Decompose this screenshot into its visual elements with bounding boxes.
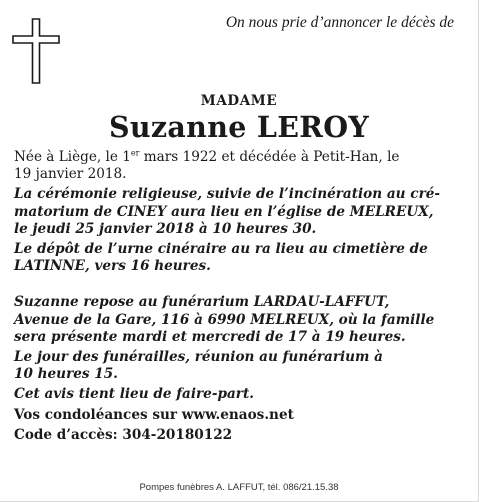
birth-line-2: 19 janvier 2018. [14, 166, 127, 183]
notice-body [14, 149, 464, 444]
birth-line: Née à Liège, le 1er mars 1922 et décédée à Petit-Han, le [14, 148, 400, 165]
meeting-paragraph [14, 349, 464, 383]
faire-part-line: Cet avis tient lieu de faire-part. [14, 386, 254, 403]
funeral-home-footer: Pompes funèbres A. LAFFUT, tél. 086/21.15.38 [139, 482, 339, 493]
urn-line: Le dépôt de l’urne cinéraire au ra lieu au cimetière de [14, 241, 428, 258]
urn-line: LATINNE, vers 16 heures. [14, 258, 211, 275]
honorific: MADAME [200, 93, 278, 109]
funerarium-line: Avenue de la Gare, 116 à 6990 MELREUX, où la famille [14, 311, 435, 328]
ceremony-line: le jeudi 25 janvier 2018 à 10 heures 30. [14, 220, 317, 237]
ceremony-line: La cérémonie religieuse, suivie de l’incinération au cré- [14, 186, 441, 203]
access-code-line: Code d’accès: 304-20180122 [14, 426, 233, 443]
ceremony-paragraph [14, 186, 464, 238]
meeting-line: Le jour des funérailles, réunion au funérarium à [14, 349, 383, 366]
meeting-line: 10 heures 15. [14, 366, 118, 383]
ceremony-line: matorium de CINEY aura lieu en l’église de MELREUX, [14, 203, 434, 220]
deceased-name: Suzanne LEROY [109, 110, 369, 144]
funerarium-line: Suzanne repose au funérarium LARDAU-LAFFUT, [14, 294, 390, 311]
condolences-line: Vos condoléances sur www.enaos.net [14, 406, 294, 423]
urn-paragraph [14, 241, 464, 275]
intro-text: On nous prie d’annoncer le décès de [225, 14, 454, 31]
funerarium-paragraph [14, 294, 464, 346]
funerarium-line: sera présente mardi et mercredi de 17 à 19 heures. [14, 328, 406, 345]
